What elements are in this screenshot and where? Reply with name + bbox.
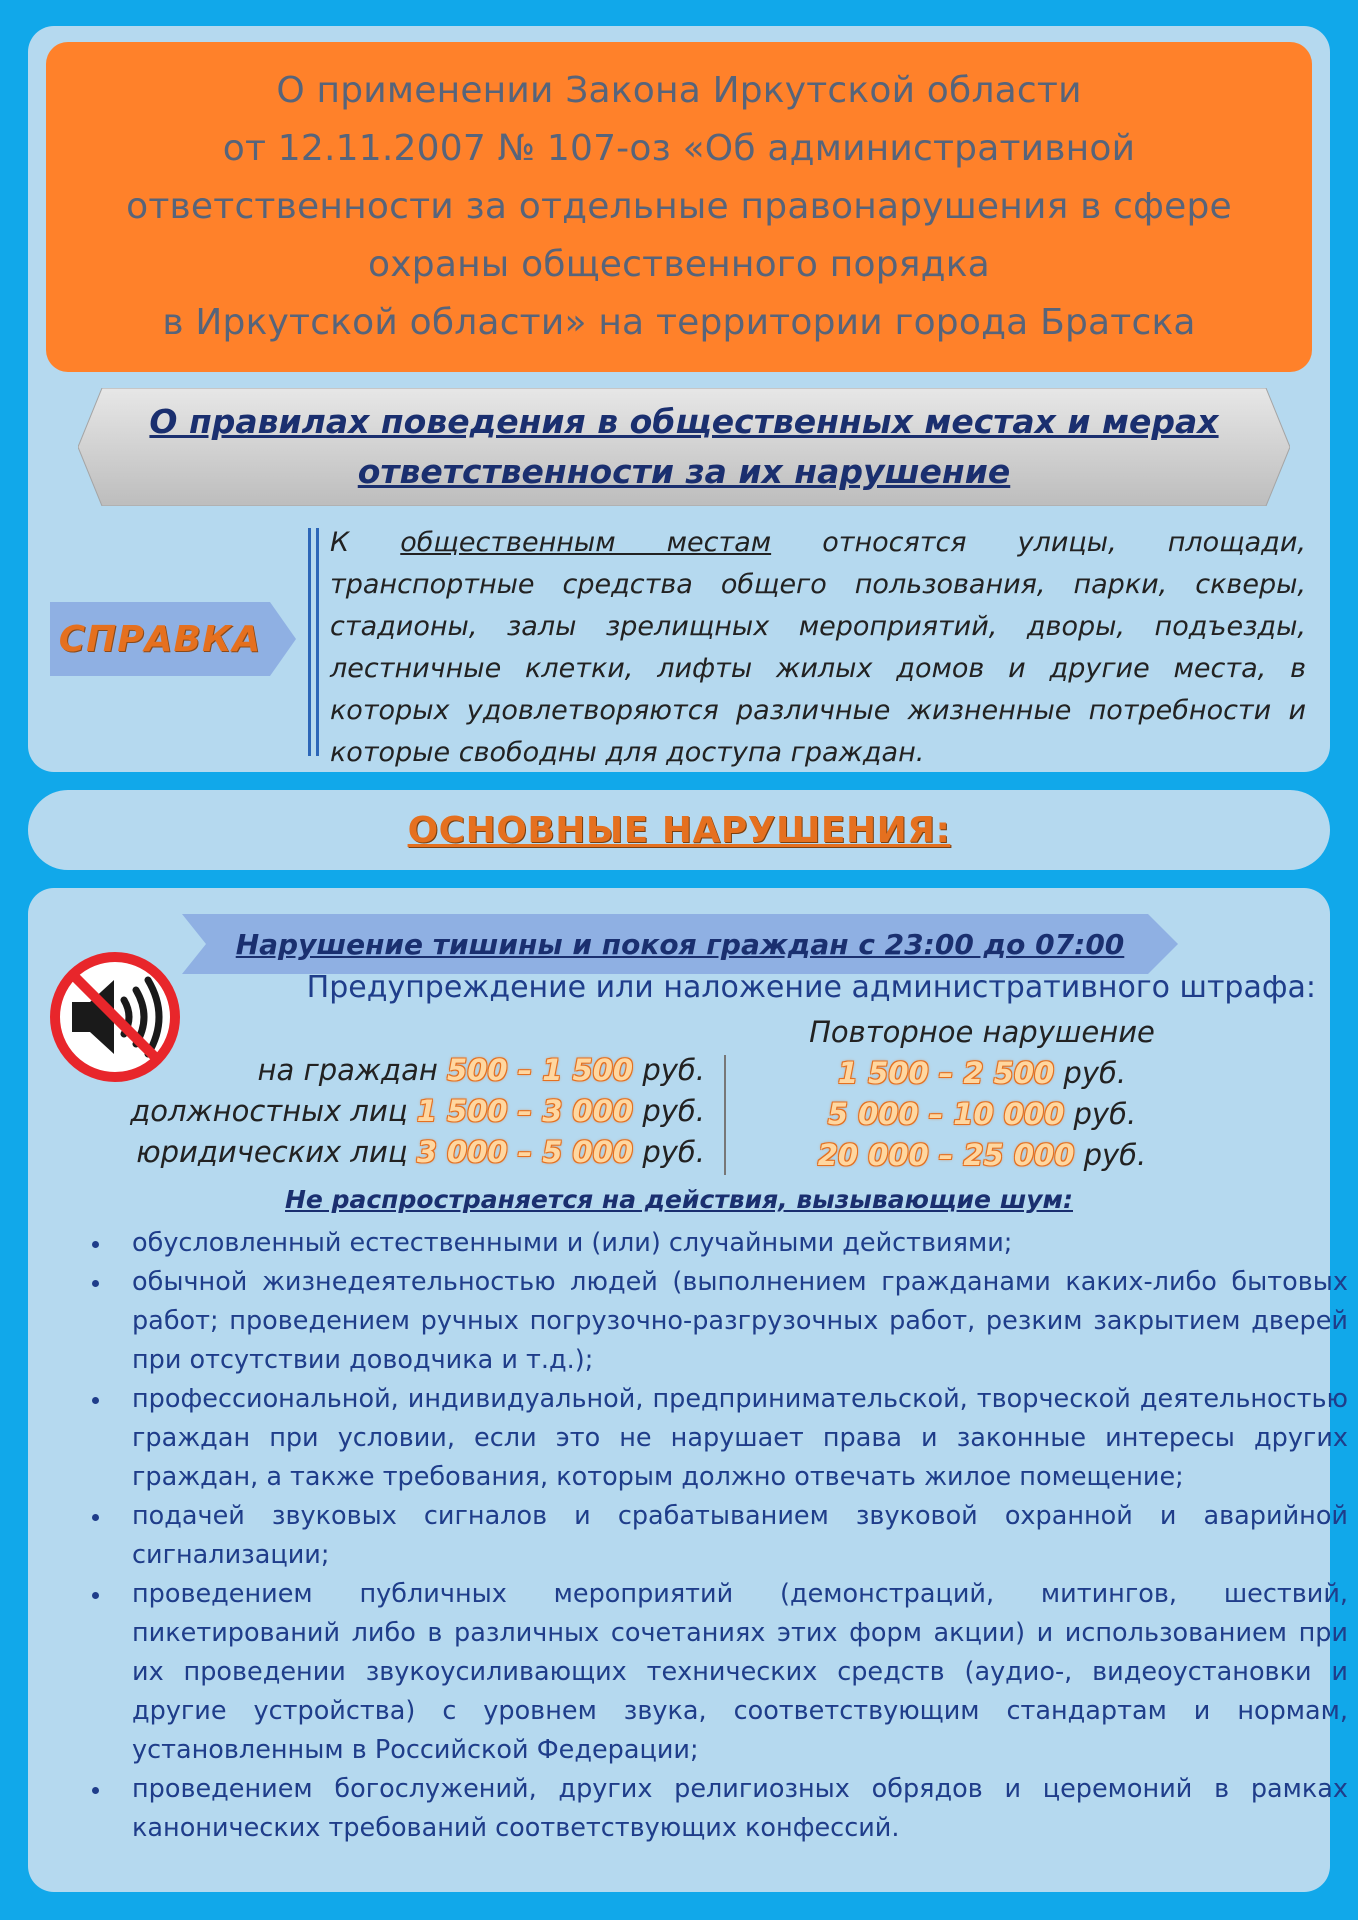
repeat-row-legal-entities — [742, 1135, 1222, 1176]
fine-amount: 1 500 – 3 000 — [416, 1094, 634, 1128]
fine-amount: 500 – 1 500 — [447, 1053, 634, 1087]
list-item: профессиональной, индивидуальной, предпринимательской, творческой деятельностью граждан при условии, если это не нарушает права и законные интересы других граждан, а также требования, которым должно отвечать жилое помещение; — [132, 1380, 1348, 1497]
repeat-row-officials — [742, 1094, 1222, 1135]
reference-badge-label: СПРАВКА — [58, 618, 262, 660]
reference-text-term: общественным местам — [400, 527, 772, 558]
fine-subject: юридических лиц — [136, 1135, 408, 1169]
fine-subject: должностных лиц — [130, 1094, 408, 1128]
repeat-unit: руб. — [1073, 1097, 1137, 1131]
reference-divider-line — [316, 528, 319, 756]
fine-row-legal-entities — [100, 1132, 705, 1173]
fine-row-citizens — [100, 1050, 705, 1091]
repeat-label: Повторное нарушение — [809, 1015, 1155, 1049]
repeat-unit: руб. — [1083, 1138, 1147, 1172]
repeat-amount: 5 000 – 10 000 — [827, 1097, 1065, 1131]
fines-repeat — [742, 1012, 1222, 1176]
page-title: О применении Закона Иркутской области от 12.11.2007 № 107-оз «Об административной ответственности за отдельные правонарушения в сфере охраны общественного порядка в Иркутской области» на территории города Братска — [126, 70, 1232, 343]
list-item: обусловленный естественными и (или) случайными действиями; — [132, 1224, 1348, 1263]
repeat-amount: 1 500 – 2 500 — [837, 1056, 1055, 1090]
repeat-amount: 20 000 – 25 000 — [817, 1138, 1075, 1172]
reference-badge — [50, 602, 296, 676]
reference-text — [330, 522, 1306, 774]
fines-first — [100, 1050, 705, 1173]
list-item: обычной жизнедеятельностью людей (выполнением гражданами каких-либо бытовых работ; проведением ручных погрузочно-разгрузочных работ, резким закрытием дверей при отсутствии доводчика и т.д.); — [132, 1263, 1348, 1380]
list-item: проведением богослужений, других религиозных обрядов и церемоний в рамках канонических требований соответствующих конфессий. — [132, 1770, 1348, 1848]
subtitle: О правилах поведения в общественных местах и мерах ответственности за их нарушение — [149, 402, 1219, 491]
repeat-row-citizens — [742, 1053, 1222, 1094]
exceptions-heading: Не распространяется на действия, вызывающие шум: — [285, 1185, 1073, 1214]
reference-text-prefix: К — [330, 527, 401, 558]
fines-divider — [724, 1055, 726, 1175]
fine-amount: 3 000 – 5 000 — [416, 1135, 634, 1169]
fine-subject: на граждан — [257, 1053, 438, 1087]
fine-unit: руб. — [642, 1053, 705, 1087]
fine-unit: руб. — [642, 1135, 705, 1169]
fine-warning: Предупреждение или наложение административного штрафа: — [306, 970, 1316, 1005]
list-item: подачей звуковых сигналов и срабатыванием звуковой охранной и аварийной сигнализации; — [132, 1497, 1348, 1575]
reference-divider-line — [308, 528, 311, 756]
section-heading: ОСНОВНЫЕ НАРУШЕНИЯ: — [407, 809, 951, 851]
title-box — [46, 42, 1312, 372]
violation-ribbon — [182, 914, 1178, 974]
fine-row-officials — [100, 1091, 705, 1132]
violation-title: Нарушение тишины и покоя граждан с 23:00 до 07:00 — [235, 927, 1125, 961]
reference-text-rest: относятся улицы, площади, транспортные средства общего пользования, парки, скверы, стадионы, залы зрелищных мероприятий, дворы, подъезды, лестничные клетки, лифты жилых домов и другие места, в которых удовлетворяются различные жизненные потребности и которые свободны для доступа граждан. — [330, 527, 1306, 768]
exceptions-list — [80, 1224, 1348, 1848]
subtitle-banner — [78, 388, 1290, 506]
repeat-unit: руб. — [1063, 1056, 1127, 1090]
list-item: проведением публичных мероприятий (демонстраций, митингов, шествий, пикетирований либо в различных сочетаниях этих форм акции) и использованием при их проведении звукоусиливающих технических средств (аудио-, видеоустановки и другие устройства) с уровнем звука, соответствующим стандартам и нормам, установленным в Российской Федерации; — [132, 1575, 1348, 1770]
fine-unit: руб. — [642, 1094, 705, 1128]
